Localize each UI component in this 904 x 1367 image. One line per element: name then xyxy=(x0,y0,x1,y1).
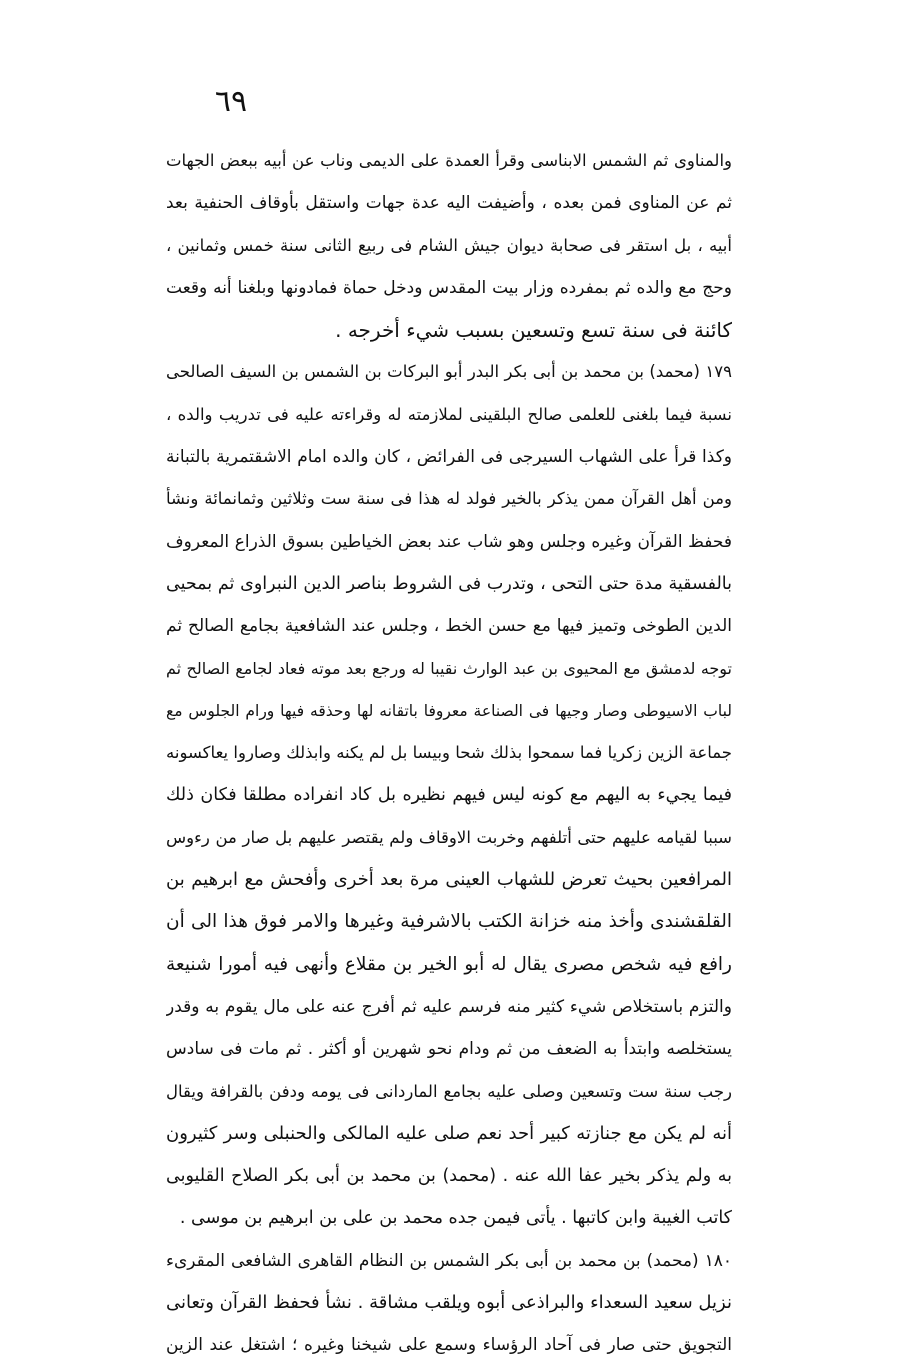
text-line: المرافعين بحيث تعرض للشهاب العينى مرة بعد أخرى وأفحش مع ابرهيم بن xyxy=(166,869,732,891)
text-line: فيما يجيء به اليهم مع كونه ليس فيهم نظيره بل كاد انفراده مطلقا فكان ذلك xyxy=(166,785,732,806)
text-line: والتزم باستخلاص شيء كثير منه فرسم عليه ثم أفرج عنه على مال يقوم به وقدر xyxy=(166,996,732,1017)
text-line: سببا لقيامه عليهم حتى أتلفهم وخربت الاوقاف ولم يقتصر عليهم بل صار من رءوس xyxy=(166,827,732,847)
text-line: وكذا قرأ على الشهاب السيرجى فى الفرائض ، كان والده امام الاشقتمرية بالتبانة xyxy=(166,447,732,468)
text-line: ومن أهل القرآن ممن يذكر بالخير فولد له هذا فى سنة ست وثلاثين وثمانمائة ونشأ xyxy=(166,489,732,509)
text-line: نزيل سعيد السعداء والبراذعى أبوه ويلقب مشاقة . نشأ فحفظ القرآن وتعانى xyxy=(166,1292,732,1314)
text-line: يستخلصه وابتدأ به الضعف من ثم ودام نحو شهرين أو أكثر . ثم مات فى سادس xyxy=(166,1039,732,1060)
text-line: كاتب الغيبة وابن كاتبها . يأتى فيمن جده محمد بن على بن ابرهيم بن موسى . xyxy=(179,1208,732,1229)
text-line: أبيه ، بل استقر فى صحابة ديوان جيش الشام فى ربيع الثانى سنة خمس وثمانين ، xyxy=(166,235,732,255)
text-line: وحج مع والده ثم بمفرده وزار بيت المقدس ودخل حماة فمادونها وبلغنا أنه وقعت xyxy=(166,277,732,298)
text-line: رجب سنة ست وتسعين وصلى عليه بجامع الماردانى فى يومه ودفن بالقرافة ويقال xyxy=(166,1081,732,1101)
text-line: ثم عن المناوى فمن بعده ، وأضيفت اليه عدة جهات واستقل بأوقاف الحنفية بعد xyxy=(166,193,732,214)
text-line: نسبة فيما بلغنى للعلمى صالح البلقينى لملازمته له وقراءته عليه فى تدريب والده ، xyxy=(166,404,732,424)
page-number: ٦٩ xyxy=(214,84,248,119)
text-line: توجه لدمشق مع المحيوى بن عبد الوارث نقيبا له ورجع بعد موته فعاد لجامع الصالح ثم xyxy=(166,658,732,678)
text-line: رافع فيه شخص مصرى يقال له أبو الخير بن مقلاع وأنهى فيه أمورا شنيعة xyxy=(166,953,732,975)
text-line: ١٧٩ (محمد) بن محمد بن أبى بكر البدر أبو البركات بن الشمس بن السيف الصالحى xyxy=(166,362,732,382)
text-line: أنه لم يكن مع جنازته كبير أحد نعم صلى عليه المالكى والحنبلى وسر كثيرون xyxy=(166,1122,732,1144)
text-line: القلقشندى وأخذ منه خزانة الكتب بالاشرفية وغيرها والامر فوق هذا الى أن xyxy=(166,911,732,933)
body-text xyxy=(166,140,732,1367)
text-line: جماعة الزين زكريا فما سمحوا بذلك شحا وبيسا بل لم يكنه وابذلك وصاروا يعاكسونه xyxy=(166,743,732,763)
text-line: كائنة فى سنة تسع وتسعين بسبب شيء أخرجه . xyxy=(335,318,732,343)
text-line: الدين الطوخى وتميز فيها مع حسن الخط ، وجلس عند الشافعية بجامع الصالح ثم xyxy=(166,616,732,637)
text-line: والمناوى ثم الشمس الابناسى وقرأ العمدة على الديمى وناب عن أبيه ببعض الجهات xyxy=(166,151,732,170)
text-line: لباب الاسيوطى وصار وجيها فى الصناعة معروفا باتقانه لها وحذقه فيها ورام الجلوس مع xyxy=(166,701,732,720)
text-line: التجويق حتى صار فى آحاد الرؤساء وسمع على شيخنا وغيره ؛ اشتغل عند الزين xyxy=(166,1335,732,1356)
text-line: بالفسقية مدة حتى التحى ، وتدرب فى الشروط بناصر الدين النبراوى ثم بمحيى xyxy=(166,573,732,594)
text-line: فحفظ القرآن وغيره وجلس وهو شاب عند بعض الخياطين بسوق الذراع المعروف xyxy=(166,531,732,552)
text-line: ١٨٠ (محمد) بن محمد بن أبى بكر الشمس بن النظام القاهرى الشافعى المقرىء xyxy=(166,1250,732,1271)
text-line: به ولم يذكر بخير عفا الله عنه . (محمد) بن محمد بن أبى بكر الصلاح القليوبى xyxy=(166,1166,732,1187)
